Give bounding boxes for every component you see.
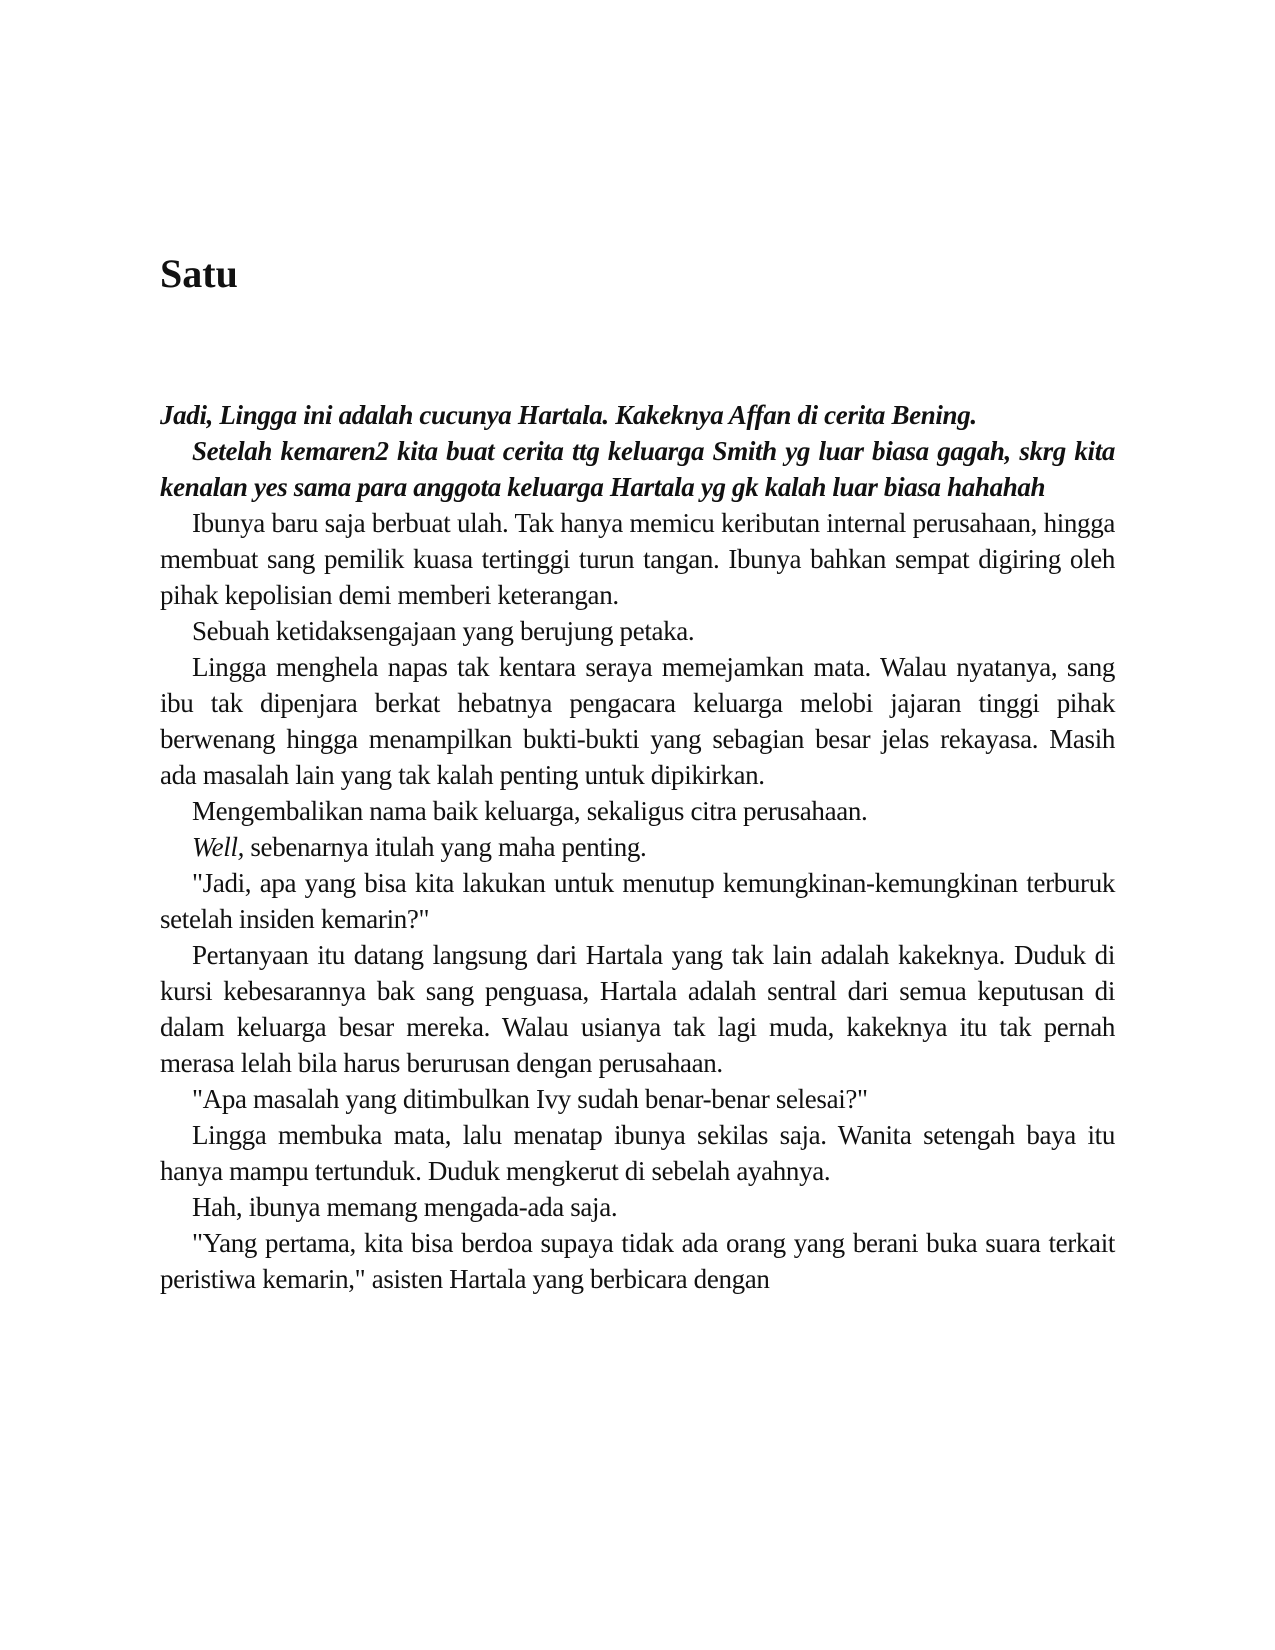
story-paragraph: Lingga menghela napas tak kentara seraya memejamkan mata. Walau nyatanya, sang ibu tak dipenjara berkat hebatnya pengacara keluarga melobi jajaran tinggi pihak berwenang hingga menampilkan bukti-bukti yang sebagian besar jelas rekayasa. Masih ada masalah lain yang tak kalah penting untuk dipikirkan.	[160, 652, 1115, 790]
story-paragraph: Lingga membuka mata, lalu menatap ibunya sekilas saja. Wanita setengah baya itu hanya mampu tertunduk. Duduk mengkerut di sebelah ayahnya.	[160, 1120, 1115, 1186]
story-paragraph: Hah, ibunya memang mengada-ada saja.	[192, 1192, 618, 1222]
author-note-paragraph: Setelah kemaren2 kita buat cerita ttg keluarga Smith yg luar biasa gagah, skrg kita kenalan yes sama para anggota keluarga Hartala yg gk kalah luar biasa hahahah	[160, 436, 1115, 502]
story-paragraph: Pertanyaan itu datang langsung dari Hartala yang tak lain adalah kakeknya. Duduk di kursi kebesarannya bak sang penguasa, Hartala adalah sentral dari semua keputusan di dalam keluarga besar mereka. Walau usianya tak lagi muda, kakeknya itu tak pernah merasa lelah bila harus berurusan dengan perusahaan.	[160, 940, 1115, 1078]
book-page	[160, 250, 1115, 1297]
italic-lead-word: Well,	[192, 832, 244, 862]
story-paragraph: "Jadi, apa yang bisa kita lakukan untuk menutup kemungkinan-kemungkinan terburuk setelah insiden kemarin?"	[160, 868, 1115, 934]
story-paragraph: "Yang pertama, kita bisa berdoa supaya tidak ada orang yang berani buka suara terkait peristiwa kemarin," asisten Hartala yang berbicara dengan	[160, 1228, 1115, 1294]
paragraph-text: sebenarnya itulah yang maha penting.	[244, 832, 647, 862]
story-paragraph: Sebuah ketidaksengajaan yang berujung petaka.	[192, 616, 695, 646]
story-paragraph	[160, 829, 1115, 865]
author-note-paragraph: Jadi, Lingga ini adalah cucunya Hartala. Kakeknya Affan di cerita Bening.	[160, 400, 977, 430]
chapter-title: Satu	[160, 251, 238, 296]
story-paragraph: "Apa masalah yang ditimbulkan Ivy sudah benar-benar selesai?"	[192, 1084, 868, 1114]
story-paragraph: Ibunya baru saja berbuat ulah. Tak hanya memicu keributan internal perusahaan, hingga membuat sang pemilik kuasa tertinggi turun tangan. Ibunya bahkan sempat digiring oleh pihak kepolisian demi memberi keterangan.	[160, 508, 1115, 610]
chapter-body	[160, 397, 1115, 1297]
story-paragraph: Mengembalikan nama baik keluarga, sekaligus citra perusahaan.	[192, 796, 868, 826]
